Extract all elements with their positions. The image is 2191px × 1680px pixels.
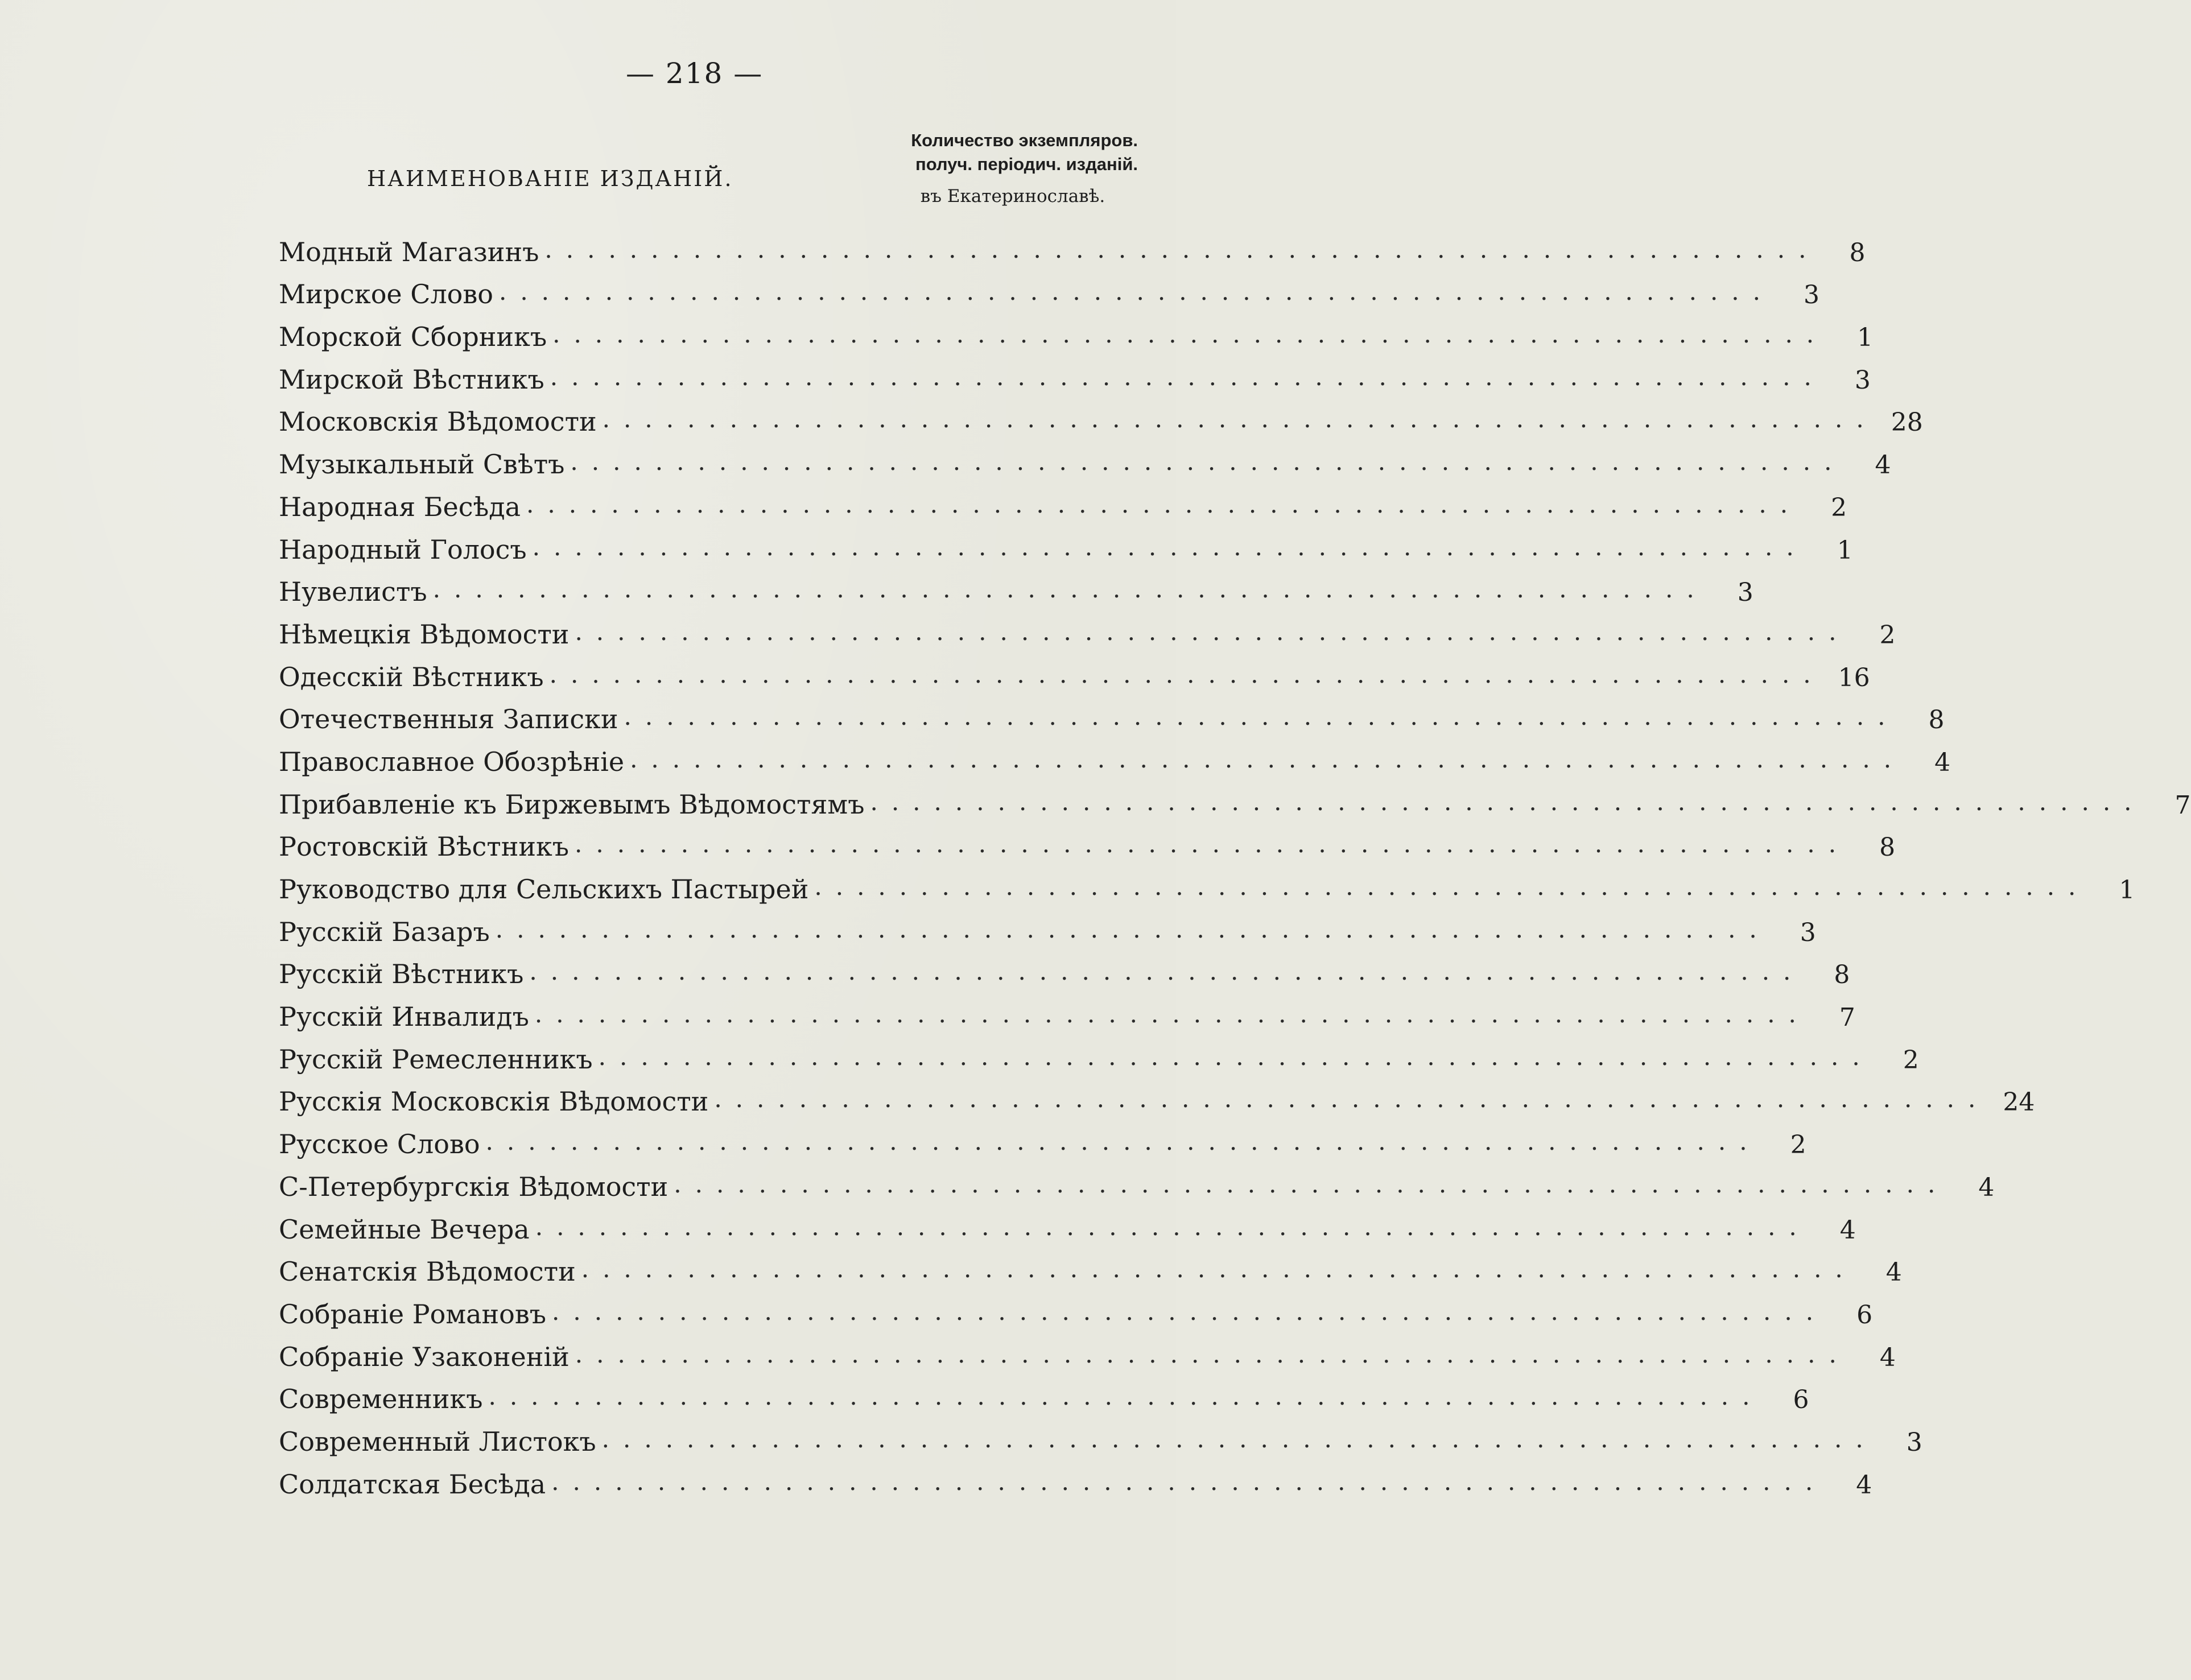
publication-title: Музыкальный Свѣтъ xyxy=(279,449,565,480)
dot-leader: ............................................................ xyxy=(575,1340,1850,1368)
dot-leader: ............................................................ xyxy=(630,745,1905,773)
copy-count: 4 xyxy=(1885,1258,1902,1287)
publication-title: Мирское Слово xyxy=(279,279,493,310)
dot-leader: ............................................................ xyxy=(674,1170,1949,1198)
dot-leader: ............................................................ xyxy=(529,957,1805,986)
dot-leader: ............................................................ xyxy=(485,1128,1761,1156)
publication-title: Собраніе Романовъ xyxy=(279,1298,547,1330)
dot-leader: ............................................................ xyxy=(570,448,1846,476)
copy-count: 16 xyxy=(1838,663,1870,692)
count-column-header xyxy=(865,129,1138,208)
copy-count: 28 xyxy=(1891,408,1923,437)
copy-count: 8 xyxy=(1928,705,1945,735)
page-number: — 218 — xyxy=(626,57,764,90)
publication-title: Современный Листокъ xyxy=(279,1426,596,1457)
copy-count: 3 xyxy=(1800,918,1816,947)
dot-leader: ............................................................ xyxy=(498,278,1775,306)
publication-title: Руководство для Сельскихъ Пастырей xyxy=(279,874,809,905)
publication-title: Сенатскія Вѣдомости xyxy=(279,1256,576,1287)
dot-leader: ............................................................ xyxy=(602,405,1878,434)
copy-count: 3 xyxy=(1906,1427,1922,1457)
list-item xyxy=(279,352,1871,395)
publication-title: Русскія Московскія Вѣдомости xyxy=(279,1086,709,1117)
publication-title: Нувелистъ xyxy=(279,576,427,608)
list-item xyxy=(279,820,1896,862)
dot-leader: ............................................................ xyxy=(814,873,2090,901)
list-item xyxy=(279,1032,1919,1075)
publication-title: Русское Слово xyxy=(279,1129,480,1160)
list-item xyxy=(279,522,1853,565)
publication-title: Одесскій Вѣстникъ xyxy=(279,661,544,692)
copy-count: 7 xyxy=(1839,1003,1855,1033)
publication-title: Семейные Вечера xyxy=(279,1213,530,1245)
publication-title: Нѣмецкія Вѣдомости xyxy=(279,618,570,650)
dot-leader: ............................................................ xyxy=(552,320,1828,349)
publication-title: Ростовскій Вѣстникъ xyxy=(279,831,570,862)
dot-leader: ............................................................ xyxy=(714,1085,1990,1113)
dot-leader: ............................................................ xyxy=(575,830,1850,858)
dot-leader: ............................................................ xyxy=(581,1255,1856,1283)
publication-title: Народный Голосъ xyxy=(279,534,527,565)
copy-count: 6 xyxy=(1793,1385,1809,1415)
copy-count: 1 xyxy=(1857,323,1874,353)
copy-count: 3 xyxy=(1737,578,1753,608)
publication-title: Русскій Инвалидъ xyxy=(279,1001,529,1033)
publication-title: Современникъ xyxy=(279,1384,483,1415)
publication-title: Морской Сборникъ xyxy=(279,321,547,353)
list-item xyxy=(279,1457,1872,1500)
list-item xyxy=(279,1117,1806,1160)
dot-leader: ............................................................ xyxy=(550,362,1825,391)
list-item xyxy=(279,989,1855,1033)
copy-count: 3 xyxy=(1854,365,1871,395)
dot-leader: ............................................................ xyxy=(575,617,1850,646)
copy-count: 4 xyxy=(1875,451,1891,480)
list-item xyxy=(279,1330,1896,1372)
dot-leader: ............................................................ xyxy=(532,533,1808,561)
list-item xyxy=(279,1245,1902,1287)
dot-leader: ............................................................ xyxy=(598,1042,1874,1071)
list-item xyxy=(279,862,2135,905)
copy-count: 24 xyxy=(2003,1088,2035,1117)
publication-title: Отечественныя Записки xyxy=(279,704,618,735)
count-header-line1: Количество экземпляров. xyxy=(911,130,1138,150)
list-item xyxy=(279,650,1870,692)
list-item xyxy=(279,1075,2035,1117)
dot-leader: ............................................................ xyxy=(551,1467,1827,1496)
list-item xyxy=(279,734,1951,777)
count-header-line2: получ. періодич. изданій. xyxy=(915,154,1138,174)
list-item xyxy=(279,1159,1995,1202)
dot-leader: ............................................................ xyxy=(544,235,1820,263)
dot-leader: ............................................................ xyxy=(552,1297,1827,1326)
publication-title: Московскія Вѣдомости xyxy=(279,406,597,437)
list-item xyxy=(279,947,1850,990)
list-item xyxy=(279,225,1866,267)
publication-title: Народная Бесѣда xyxy=(279,491,521,522)
dot-leader: ............................................................ xyxy=(870,787,2145,816)
copy-count: 1 xyxy=(1837,535,1853,565)
copy-count: 7 xyxy=(2175,790,2191,820)
list-item xyxy=(279,565,1753,608)
publication-title: Мирской Вѣстникъ xyxy=(279,364,544,395)
list-item xyxy=(279,395,1923,437)
copy-count: 4 xyxy=(1856,1470,1872,1500)
copy-count: 2 xyxy=(1831,493,1847,522)
list-item xyxy=(279,1287,1873,1330)
list-item xyxy=(279,309,1874,353)
copy-count: 4 xyxy=(1879,1343,1896,1372)
copy-count: 8 xyxy=(1879,833,1896,862)
list-item xyxy=(279,692,1945,735)
name-column-header: НАИМЕНОВАНІЕ ИЗДАНІЙ. xyxy=(367,166,733,191)
list-item xyxy=(279,777,2191,820)
publication-title: Солдатская Бесѣда xyxy=(279,1468,546,1500)
copy-count: 4 xyxy=(1978,1173,1995,1202)
list-item xyxy=(279,267,1820,310)
publication-title: Русскій Базаръ xyxy=(279,916,490,947)
count-header-line3: въ Екатеринославѣ. xyxy=(920,186,1105,207)
list-item xyxy=(279,1372,1809,1415)
copy-count: 4 xyxy=(1934,748,1951,777)
dot-leader: ............................................................ xyxy=(488,1382,1764,1411)
publication-title: С-Петербургскія Вѣдомости xyxy=(279,1171,669,1202)
dot-leader: ............................................................ xyxy=(526,490,1802,518)
list-item xyxy=(279,607,1896,650)
dot-leader: ............................................................ xyxy=(534,1000,1810,1029)
list-item xyxy=(279,480,1847,522)
list-item xyxy=(279,1414,1922,1457)
copy-count: 3 xyxy=(1804,280,1820,310)
publication-list xyxy=(279,225,2191,1500)
publication-title: Православное Обозрѣніе xyxy=(279,746,625,777)
copy-count: 2 xyxy=(1903,1045,1919,1075)
publication-title: Русскій Ремесленникъ xyxy=(279,1043,593,1075)
dot-leader: ............................................................ xyxy=(432,575,1708,604)
copy-count: 1 xyxy=(2119,876,2135,905)
publication-title: Модный Магазинъ xyxy=(279,236,539,267)
dot-leader: ............................................................ xyxy=(624,703,1899,731)
copy-count: 8 xyxy=(1834,960,1850,990)
dot-leader: ............................................................ xyxy=(601,1425,1877,1453)
publication-title: Прибавленіе къ Биржевымъ Вѣдомостямъ xyxy=(279,789,865,820)
list-item xyxy=(279,437,1891,480)
publication-title: Русскій Вѣстникъ xyxy=(279,959,524,990)
publication-title: Собраніе Узаконеній xyxy=(279,1341,570,1372)
dot-leader: ............................................................ xyxy=(535,1212,1810,1241)
dot-leader: ............................................................ xyxy=(549,660,1825,688)
list-item xyxy=(279,1202,1856,1245)
list-item xyxy=(279,905,1816,947)
copy-count: 2 xyxy=(1790,1130,1806,1160)
copy-count: 6 xyxy=(1856,1300,1873,1330)
copy-count: 4 xyxy=(1839,1215,1856,1245)
dot-leader: ............................................................ xyxy=(495,915,1771,943)
copy-count: 8 xyxy=(1849,238,1866,267)
copy-count: 2 xyxy=(1879,620,1896,650)
